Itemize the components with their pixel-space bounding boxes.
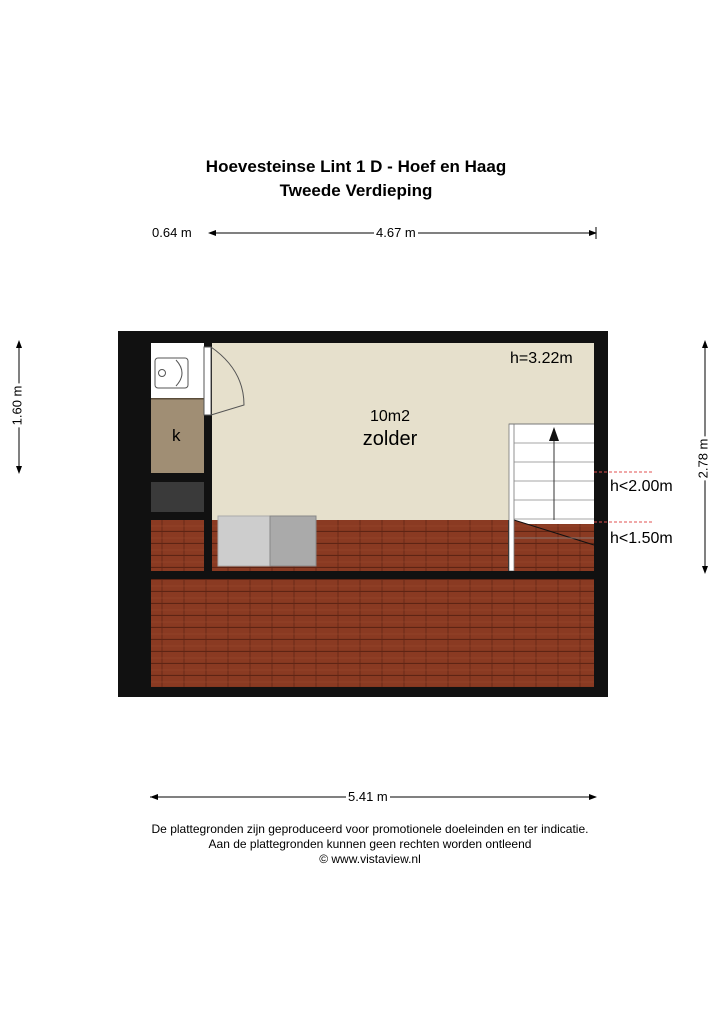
roof-area-left <box>151 520 204 571</box>
height-max: h=3.22m <box>510 350 573 367</box>
toilet-icon <box>155 358 188 388</box>
plan-title: Hoevesteinse Lint 1 D - Hoef en Haag <box>205 157 507 176</box>
dimension-top-main: 4.67 m <box>376 225 416 240</box>
copyright: © www.vistaview.nl <box>319 852 421 866</box>
storage-unit <box>151 482 204 512</box>
room-area: 10m2 <box>369 408 411 425</box>
dimension-bottom: 5.41 m <box>348 789 388 804</box>
disclaimer-line2: Aan de plattegronden kunnen geen rechten worden ontleend <box>208 837 532 851</box>
plan-subtitle: Tweede Verdieping <box>279 181 433 200</box>
height-low: h<1.50m <box>610 530 673 547</box>
height-mid: h<2.00m <box>610 478 673 495</box>
disclaimer-line1: De plattegronden zijn geproduceerd voor promotionele doeleinden en ter indicatie. <box>151 822 589 836</box>
dimension-top-left: 0.64 m <box>152 225 192 240</box>
dimension-left: 1.60 m <box>9 385 25 426</box>
kitchen-label: k <box>172 426 181 445</box>
roof-area-bottom <box>151 579 594 687</box>
room-name: zolder <box>362 428 418 450</box>
dimension-right: 2.78 m <box>695 438 711 479</box>
sofa-icon <box>218 516 316 566</box>
